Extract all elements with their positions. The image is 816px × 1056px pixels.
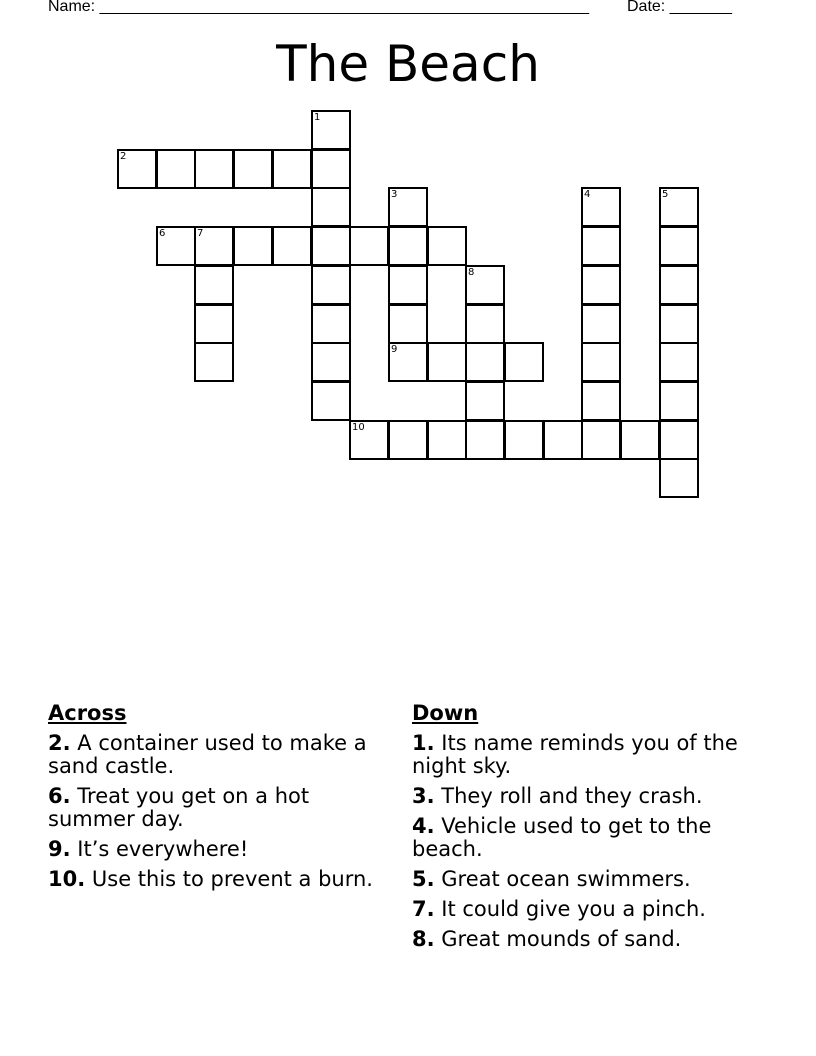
- grid-cell[interactable]: [194, 149, 234, 189]
- grid-cell[interactable]: [659, 226, 699, 266]
- grid-cell[interactable]: [117, 149, 157, 189]
- clue-number: 6.: [48, 784, 71, 808]
- clue-down-4: [412, 815, 752, 861]
- grid-cell[interactable]: [581, 187, 621, 227]
- clue-number: 1.: [412, 731, 435, 755]
- grid-cell[interactable]: [194, 226, 234, 266]
- cell-number: 6: [159, 228, 166, 239]
- grid-cell[interactable]: [388, 265, 428, 305]
- grid-cell[interactable]: [465, 420, 505, 460]
- grid-cell[interactable]: [659, 381, 699, 421]
- grid-cell[interactable]: [659, 342, 699, 382]
- cell-number: 1: [314, 112, 321, 123]
- grid-cell[interactable]: [311, 226, 351, 266]
- clue-number: 2.: [48, 731, 71, 755]
- grid-cell[interactable]: [233, 226, 273, 266]
- cell-number: 10: [352, 422, 365, 433]
- down-clues: [412, 702, 752, 958]
- grid-cell[interactable]: [194, 304, 234, 344]
- clue-text: It’s everywhere!: [77, 837, 249, 861]
- grid-cell[interactable]: [659, 265, 699, 305]
- grid-cell[interactable]: [311, 304, 351, 344]
- clue-number: 5.: [412, 867, 435, 891]
- grid-cell[interactable]: [465, 304, 505, 344]
- clue-text: Treat you get on a hot summer day.: [48, 784, 310, 831]
- grid-cell[interactable]: [581, 420, 621, 460]
- grid-cell[interactable]: [156, 226, 196, 266]
- grid-cell[interactable]: [620, 420, 660, 460]
- cell-number: 4: [584, 189, 591, 200]
- clue-text: A container used to make a sand castle.: [48, 731, 367, 778]
- grid-cell[interactable]: [504, 420, 544, 460]
- clue-across-6: [48, 785, 393, 831]
- grid-cell[interactable]: [272, 149, 312, 189]
- grid-cell[interactable]: [388, 187, 428, 227]
- across-heading: Across: [48, 701, 127, 725]
- grid-cell[interactable]: [349, 226, 389, 266]
- grid-cell[interactable]: [543, 420, 583, 460]
- clue-number: 8.: [412, 927, 435, 951]
- grid-cell[interactable]: [233, 149, 273, 189]
- grid-cell[interactable]: [581, 226, 621, 266]
- grid-cell[interactable]: [311, 342, 351, 382]
- crossword-grid: [0, 0, 816, 520]
- grid-cell[interactable]: [388, 342, 428, 382]
- grid-cell[interactable]: [272, 226, 312, 266]
- clue-down-5: [412, 868, 752, 891]
- across-clues: [48, 702, 393, 898]
- clue-text: Its name reminds you of the night sky.: [412, 731, 738, 778]
- clue-text: They roll and they crash.: [441, 784, 703, 808]
- grid-cell[interactable]: [194, 265, 234, 305]
- clue-across-10: [48, 868, 393, 891]
- grid-cell[interactable]: [465, 381, 505, 421]
- cell-number: 8: [468, 267, 475, 278]
- grid-cell[interactable]: [311, 149, 351, 189]
- clue-number: 9.: [48, 837, 71, 861]
- clue-down-1: [412, 732, 752, 778]
- grid-cell[interactable]: [581, 381, 621, 421]
- cell-number: 9: [391, 344, 398, 355]
- grid-cell[interactable]: [465, 265, 505, 305]
- grid-cell[interactable]: [311, 265, 351, 305]
- grid-cell[interactable]: [311, 381, 351, 421]
- grid-cell[interactable]: [581, 265, 621, 305]
- cell-number: 2: [120, 151, 127, 162]
- grid-cell[interactable]: [659, 187, 699, 227]
- grid-cell[interactable]: [465, 342, 505, 382]
- clue-text: It could give you a pinch.: [441, 897, 706, 921]
- grid-cell[interactable]: [311, 187, 351, 227]
- clue-down-8: [412, 928, 752, 951]
- grid-cell[interactable]: [388, 420, 428, 460]
- down-heading: Down: [412, 701, 479, 725]
- grid-cell[interactable]: [659, 304, 699, 344]
- grid-cell[interactable]: [427, 420, 467, 460]
- clue-text: Use this to prevent a burn.: [91, 867, 373, 891]
- clue-number: 7.: [412, 897, 435, 921]
- clue-text: Great mounds of sand.: [441, 927, 682, 951]
- date-field[interactable]: Date: _______: [627, 0, 732, 15]
- grid-cell[interactable]: [427, 342, 467, 382]
- grid-cell[interactable]: [504, 342, 544, 382]
- cell-number: 7: [197, 228, 204, 239]
- grid-cell[interactable]: [388, 304, 428, 344]
- grid-cell[interactable]: [156, 149, 196, 189]
- grid-cell[interactable]: [427, 226, 467, 266]
- grid-cell[interactable]: [388, 226, 428, 266]
- clue-number: 3.: [412, 784, 435, 808]
- cell-number: 5: [662, 189, 669, 200]
- clue-text: Great ocean swimmers.: [441, 867, 691, 891]
- grid-cell[interactable]: [581, 304, 621, 344]
- clue-across-2: [48, 732, 393, 778]
- clue-text: Vehicle used to get to the beach.: [412, 814, 712, 861]
- clue-across-9: [48, 838, 393, 861]
- grid-cell[interactable]: [659, 420, 699, 460]
- clue-down-7: [412, 898, 752, 921]
- name-field[interactable]: Name: _______________________________________________________: [48, 0, 589, 15]
- clue-down-3: [412, 785, 752, 808]
- page-title: The Beach: [276, 35, 540, 93]
- grid-cell[interactable]: [581, 342, 621, 382]
- grid-cell[interactable]: [194, 342, 234, 382]
- clue-number: 4.: [412, 814, 435, 838]
- cell-number: 3: [391, 189, 398, 200]
- clue-number: 10.: [48, 867, 86, 891]
- grid-cell[interactable]: [349, 420, 389, 460]
- grid-cell[interactable]: [311, 110, 351, 150]
- grid-cell[interactable]: [659, 458, 699, 498]
